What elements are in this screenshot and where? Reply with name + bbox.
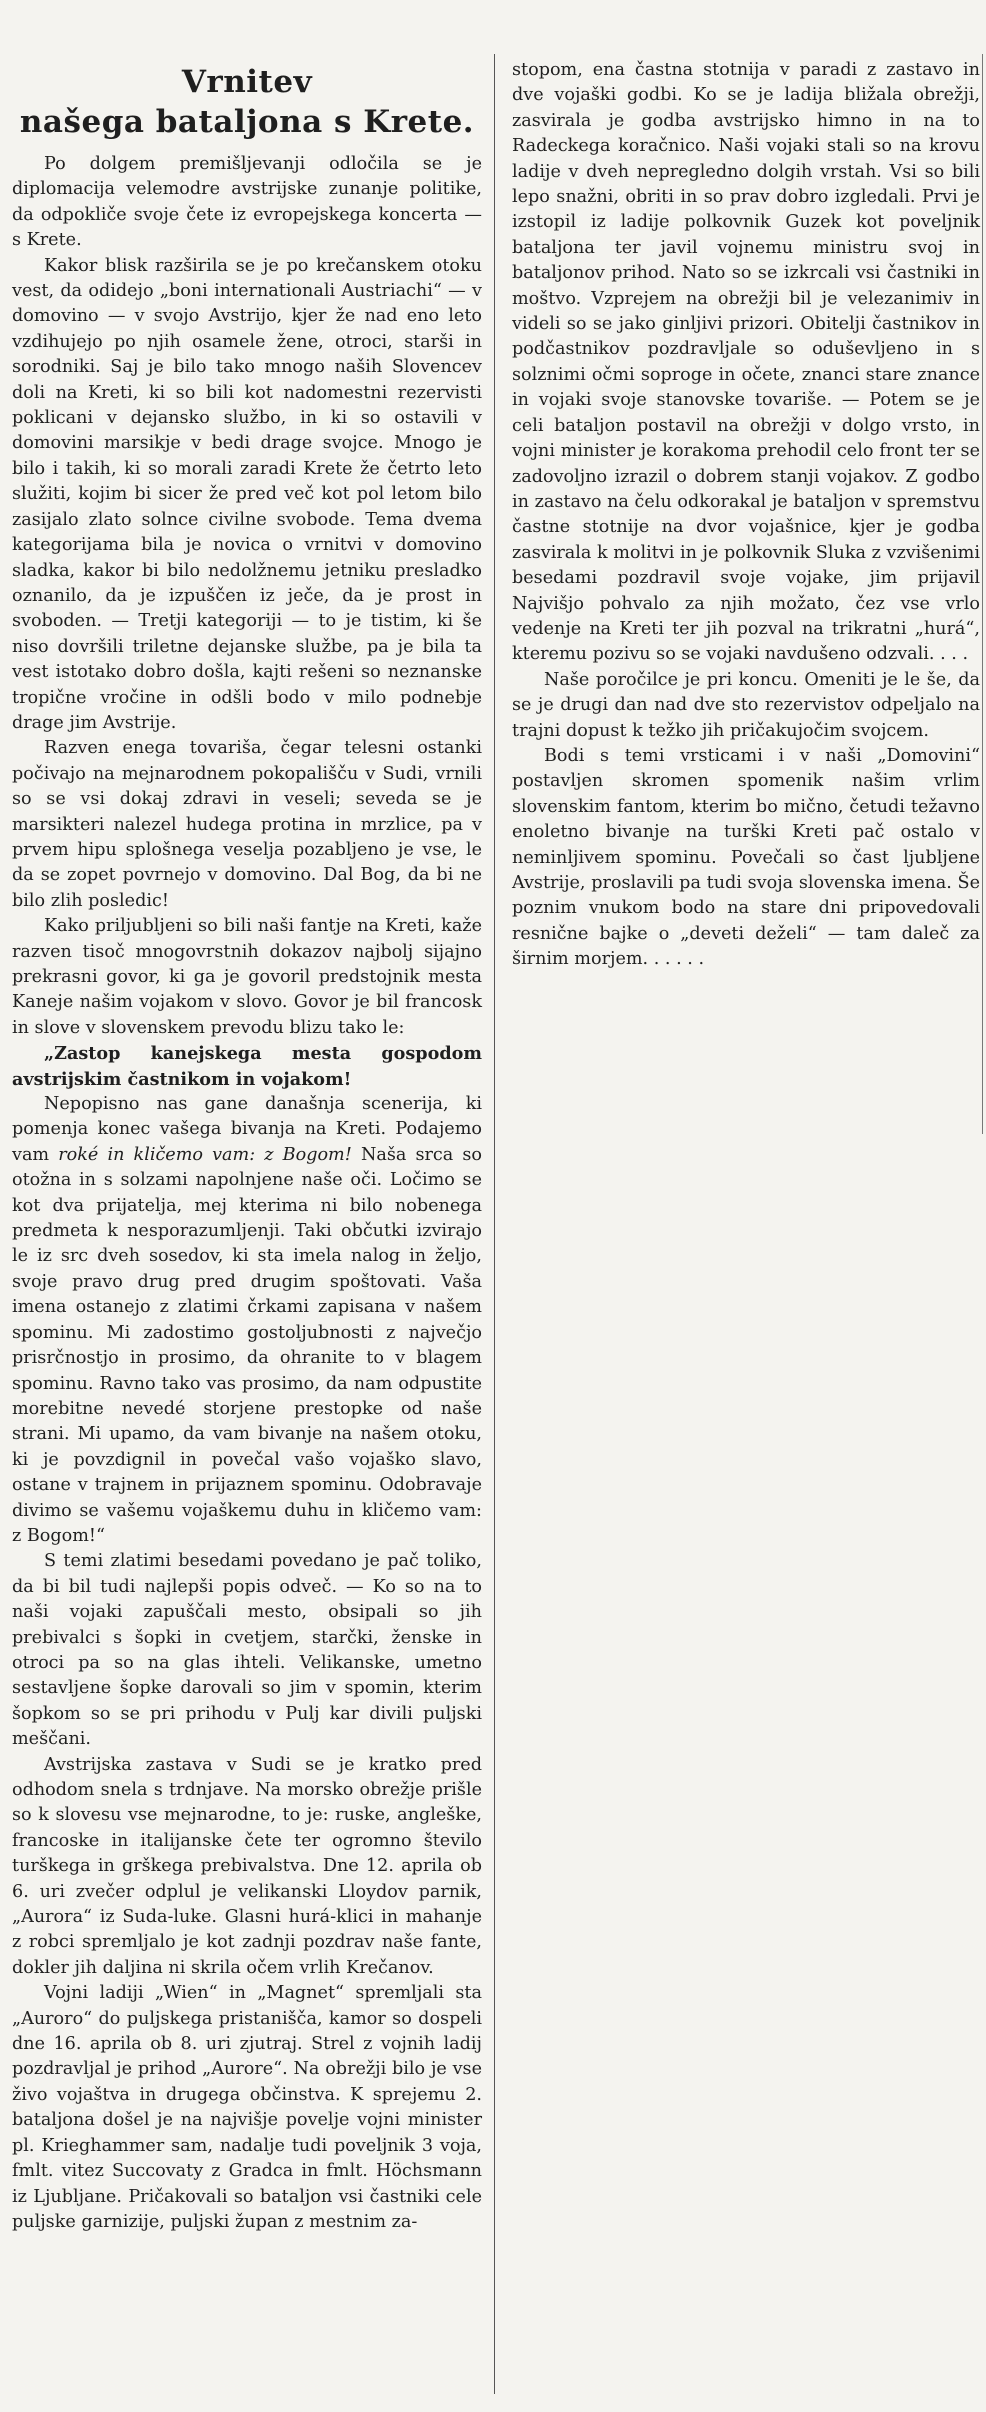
speech-text-italic: roké in kličemo vam: z Bogom! xyxy=(58,1144,352,1165)
paragraph: S temi zlatimi besedami povedano je pač toliko, da bi bil tudi najlepši popis odveč. — Ko so na to naši vojaki zapuščali mesto, obsipali so jih prebivalci s šopki in cvetjem, starčki, ženske in otroci pa so na glas ihteli. Velikanske, umetno sestavljene šopke darovali so jim v spomin, kterim šopkom so se pri prihodu v Pulj kar divili puljski meščani. xyxy=(12,1551,482,1750)
paragraph: Kakor blisk razširila se je po krečanskem otoku vest, da odidejo „boni internationali Austriachi“ — v domovino — v svojo Avstrijo, kjer že nad eno leto vzdihujejo po njih osamele žene, otroci, starši in sorodniki. Saj je bilo tako mnogo naših Slovencev doli na Kreti, ki so bili kot nadomestni rezervisti poklicani v dejansko službo, in ki so ostavili v domovini marsikje v bedi drage svojce. Mnogo je bilo i takih, ki so morali zaradi Krete že četrto leto služiti, kojim bi sicer že pred več kot pol letom bilo zasijalo zlato solnce civilne svobode. Tema dvema kategorijama bila je novica o vrnitvi v domovino sladka, kakor bi bilo nedolžnemu jetniku presladko oznanilo, da je izpuščen iz ječe, da je prost in svoboden. — Tretji kategoriji — to je tistim, ki še niso dovršili triletne dejanske službe, pa je bila ta vest istotako dobro došla, kajti rešeni so neznanske tropične vročine in odšli bodo v milo podnebje drage jim Avstrije. xyxy=(12,255,482,733)
paragraph-continued: stopom, ena častna stotnija v paradi z zastavo in dve vojaški godbi. Ko se je ladija bližala obrežji, zasvirala je godba avstrijsko himno in na to Radeckega koračnico. Naši vojaki stali so na krovu ladije v dveh nepregledno dolgih vrstah. Vsi so bili lepo snažni, obriti in so prav dobro izgledali. Prvi je izstopil iz ladije polkovnik Guzek kot poveljnik bataljona ter javil vojnemu ministru svoj in bataljonov prihod. Nato so se izkrcali vsi častniki in moštvo. Vzprejem na obrežji bil je velezanimiv in videli so se jako ginljivi prizori. Obitelji častnikov in podčastnikov pozdravljale so oduševljeno in s solznimi očmi soproge in očete, znanci stare znance in vojaki svoje stanovske tovariše. — Potem se je celi bataljon postavil na obrežji v dolgo vrsto, in vojni minister je korakoma prehodil celo front ter se zadovoljno izrazil o dobrem stanji vojakov. Z godbo in zastavo na čelu odkorakal je bataljon v spremstvu častne stotnije na dvor vojašnice, kjer je godba zasvirala k molitvi in je polkovnik Sluka z vzvišenimi besedami pozdravil svoje vojake, jim prijavil Najvišjo pohvalo za njih možato, čez vse vrlo vedenje na Kreti ter jih pozval na trikratni „hurá“, kteremu pozivu so se vojaki navdušeno odzvali. . . . xyxy=(512,60,980,665)
paragraph: Avstrijska zastava v Sudi se je kratko pred odhodom snela s trdnjave. Na morsko obrežje prišle so k slovesu vse mejnarodne, to je: ruske, angleške, francoske in italijanske čete ter ogromno število turškega in grškega prebivalstva. Dne 12. aprila ob 6. uri zvečer odplul je velikanski Lloydov parnik, „Aurora“ iz Suda-luke. Glasni hurá-klici in mahanje z robci spremljalo je kot zadnji pozdrav naše fante, dokler jih daljina ni skrila očem vrlih Krečanov. xyxy=(12,1754,482,1978)
paragraph: Vojni ladiji „Wien“ in „Magnet“ spremljali sta „Auroro“ do puljskega pristanišča, kamor so dospeli dne 16. aprila ob 8. uri zjutraj. Strel z vojnih ladij pozdravljal je prihod „Aurore“. Na obrežji bilo je vse živo vojaštva in drugega občinstva. K sprejemu 2. bataljona došel je na najvišje povelje vojni minister pl. Krieghammer sam, nadalje tudi poveljnik 3 voja, fmlt. vitez Succovaty z Gradca in fmlt. Höchsmann iz Ljubljane. Pričakovali so bataljon vsi častniki cele puljske garnizije, puljski župan z mestnim za- xyxy=(12,1983,482,2232)
speech-text-b: Naša srca so otožna in s solzami napolnjene naše oči. Ločimo se kot dva prijatelja, mej kterima ni bilo nobenega predmeta k nesporazumljenji. Taki občutki izvirajo le iz src dveh sosedov, ki sta imela nalog in željo, svoje pravo drug pred drugim spoštovati. Vaša imena ostanejo z zlatimi črkami zapisana v našem spominu. Mi zadostimo gostoljubnosti z največjo prisrčnostjo in prosimo, da ohranite to v blagem spominu. Ravno tako vas prosimo, da nam odpustite morebitne nevedé storjene prestopke od naše strani. Mi upamo, da vam bivanje na našem otoku, ki je povzdignil in povečal vašo vojaško slavo, ostane v trajnem in prijaznem spominu. Odobravaje divimo se vašemu vojaškemu duhu in kličemo vam: z Bogom!“ xyxy=(12,1144,482,1546)
right-border-rule xyxy=(982,54,983,1134)
column-divider xyxy=(494,54,495,2394)
title-line-2: našega bataljona s Krete. xyxy=(19,104,475,140)
paragraph: Kako priljubljeni so bili naši fantje na Kreti, kaže razven tisoč mnogovrstnih dokazov najbolj sijajno prekrasni govor, ki ga je govoril predstojnik mesta Kaneje našim vojakom v slovo. Govor je bil francosk in slove v slovenskem prevodu blizu tako le: xyxy=(12,916,482,1038)
article-title xyxy=(12,62,482,142)
title-line-1: Vrnitev xyxy=(181,64,313,100)
paragraph: Bodi s temi vrsticami i v naši „Domovini“ postavljen skromen spomenik našim vrlim slovenskim fantom, kterim bo mično, četudi težavno enoletno bivanje na turški Kreti pač ostalo v neminljivem spominu. Povečali so čast ljubljene Avstrije, proslavili pa tudi svoja slovenska imena. Še poznim vnukom bodo na stare dni pripovedovali resnične bajke o „deveti deželi“ — tam daleč za širnim morjem. . . . . . xyxy=(512,745,980,970)
right-column xyxy=(512,58,980,973)
left-column xyxy=(12,56,482,2235)
paragraph: Razven enega tovariša, čegar telesni ostanki počivajo na mejnarodnem pokopališču v Sudi, vrnili so se vsi dokaj zdravi in veseli; seveda se je marsikteri nalezel hudega protina in mrzlice, pa v prvem hipu splošnega veselja pozabljeno je vse, le da se zopet povrnejo v domovino. Dal Bog, da bi ne bilo zlih posledic! xyxy=(12,738,482,911)
speech-text-a: Nepopisno nas gane današnja scenerija, ki pomenja konec vašega bivanja na Kreti. Podajemo vam xyxy=(12,1094,482,1165)
paragraph: Po dolgem premišljevanji odločila se je diplomacija velemodre avstrijske zunanje politike, da odpokliče svoje čete iz evropejskega koncerta — s Krete. xyxy=(12,154,482,251)
speech-paragraph xyxy=(12,1092,482,1549)
paragraph: Naše poročilce je pri koncu. Omeniti je le še, da se je drugi dan nad dve sto rezervistov odpeljalo na trajni dopust k težko jih pričakujočim svojcem. xyxy=(512,669,980,741)
speech-address: „Zastop kanejskega mesta gospodom avstrijskim častnikom in vojakom! xyxy=(12,1043,482,1090)
